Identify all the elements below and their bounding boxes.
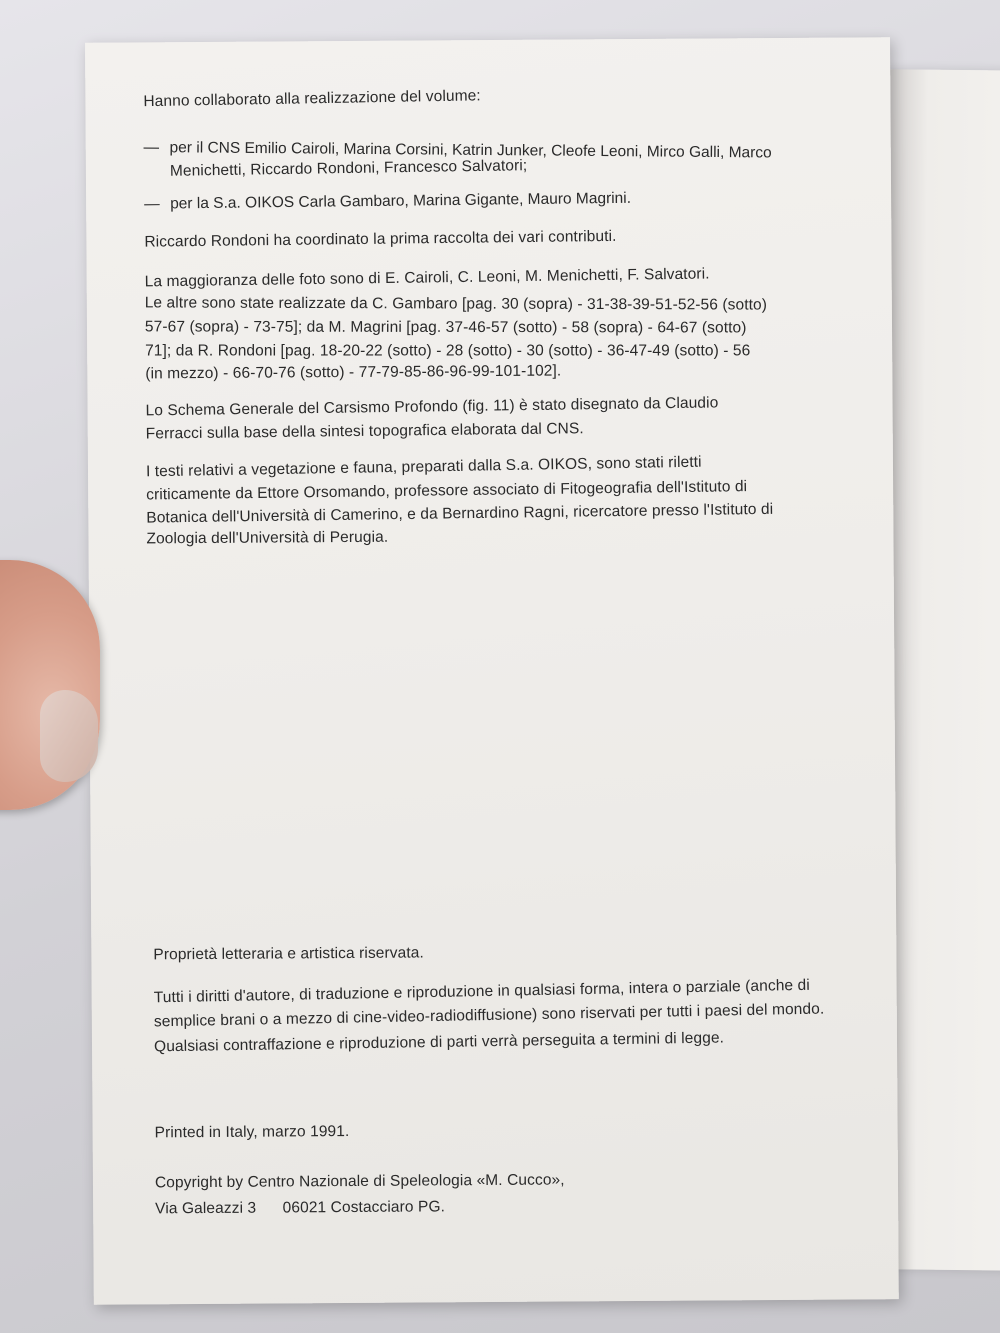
review-line4: Zoologia dell'Università di Perugia. xyxy=(146,528,389,548)
dash-bullet: — xyxy=(144,195,160,213)
imprint-copyright: Copyright by Centro Nazionale di Speleologia «M. Cucco», xyxy=(154,1171,565,1192)
credits-cns-line1: per il CNS Emilio Cairoli, Marina Corsini, Katrin Junker, Cleofe Leoni, Mirco Galli, Marco xyxy=(169,139,772,162)
photos-line4: 71]; da R. Rondoni [pag. 18-20-22 (sotto) - 28 (sotto) - 30 (sotto) - 36-47-49 (sotto) - 56 xyxy=(145,342,751,360)
rights-reserved: Proprietà letteraria e artistica riservata. xyxy=(153,944,424,964)
book-page xyxy=(85,37,899,1305)
dash-bullet: — xyxy=(143,138,160,157)
credits-oikos-line: per la S.a. OIKOS Carla Gambaro, Marina Gigante, Mauro Magrini. xyxy=(170,189,632,213)
photos-line5: (in mezzo) - 66-70-76 (sotto) - 77-79-85-86-96-99-101-102]. xyxy=(145,362,562,383)
credits-intro: Hanno collaborato alla realizzazione del volume: xyxy=(143,87,481,111)
rights-line2: semplice brani o a mezzo di cine-video-radiodiffusione) sono riservati per tutti i paesi del mondo. xyxy=(153,1000,825,1031)
credits-cns-line2: Menichetti, Riccardo Rondoni, Francesco Salvatori; xyxy=(169,157,528,180)
imprint-printed: Printed in Italy, marzo 1991. xyxy=(154,1122,350,1142)
review-line3: Botanica dell'Università di Camerino, e da Bernardino Ragni, ricercatore presso l'Istituto di xyxy=(146,500,774,527)
review-line1: I testi relativi a vegetazione e fauna, preparati dalla S.a. OIKOS, sono stati riletti xyxy=(145,453,702,481)
imprint-address: Via Galeazzi 3 06021 Costacciaro PG. xyxy=(155,1198,446,1218)
photos-line1: La maggioranza delle foto sono di E. Cairoli, C. Leoni, M. Menichetti, F. Salvatori. xyxy=(144,265,710,291)
credits-oikos-item xyxy=(144,188,632,216)
rights-line3: Qualsiasi contraffazione e riproduzione di parti verrà perseguita a termini di legge. xyxy=(153,1029,725,1056)
schema-line2: Ferracci sulla base della sintesi topografica elaborata dal CNS. xyxy=(145,420,584,443)
review-line2: criticamente da Ettore Orsomando, professore associato di Fitogeografia dell'Istituto di xyxy=(146,478,748,504)
schema-line1: Lo Schema Generale del Carsismo Profondo (fig. 11) è stato disegnato da Claudio xyxy=(145,394,719,420)
thumbnail xyxy=(40,690,98,782)
photos-line2: Le altre sono state realizzate da C. Gambaro [pag. 30 (sopra) - 31-38-39-51-52-56 (sotto) xyxy=(144,294,768,314)
photos-line3: 57-67 (sopra) - 73-75]; da M. Magrini [pag. 37-46-57 (sotto) - 58 (sopra) - 64-67 (sotto) xyxy=(144,318,747,337)
credits-coordination: Riccardo Rondoni ha coordinato la prima raccolta dei vari contributi. xyxy=(144,227,617,251)
rights-line1: Tutti i diritti d'autore, di traduzione e riproduzione in qualsiasi forma, intera o parziale (anche di xyxy=(153,976,811,1007)
